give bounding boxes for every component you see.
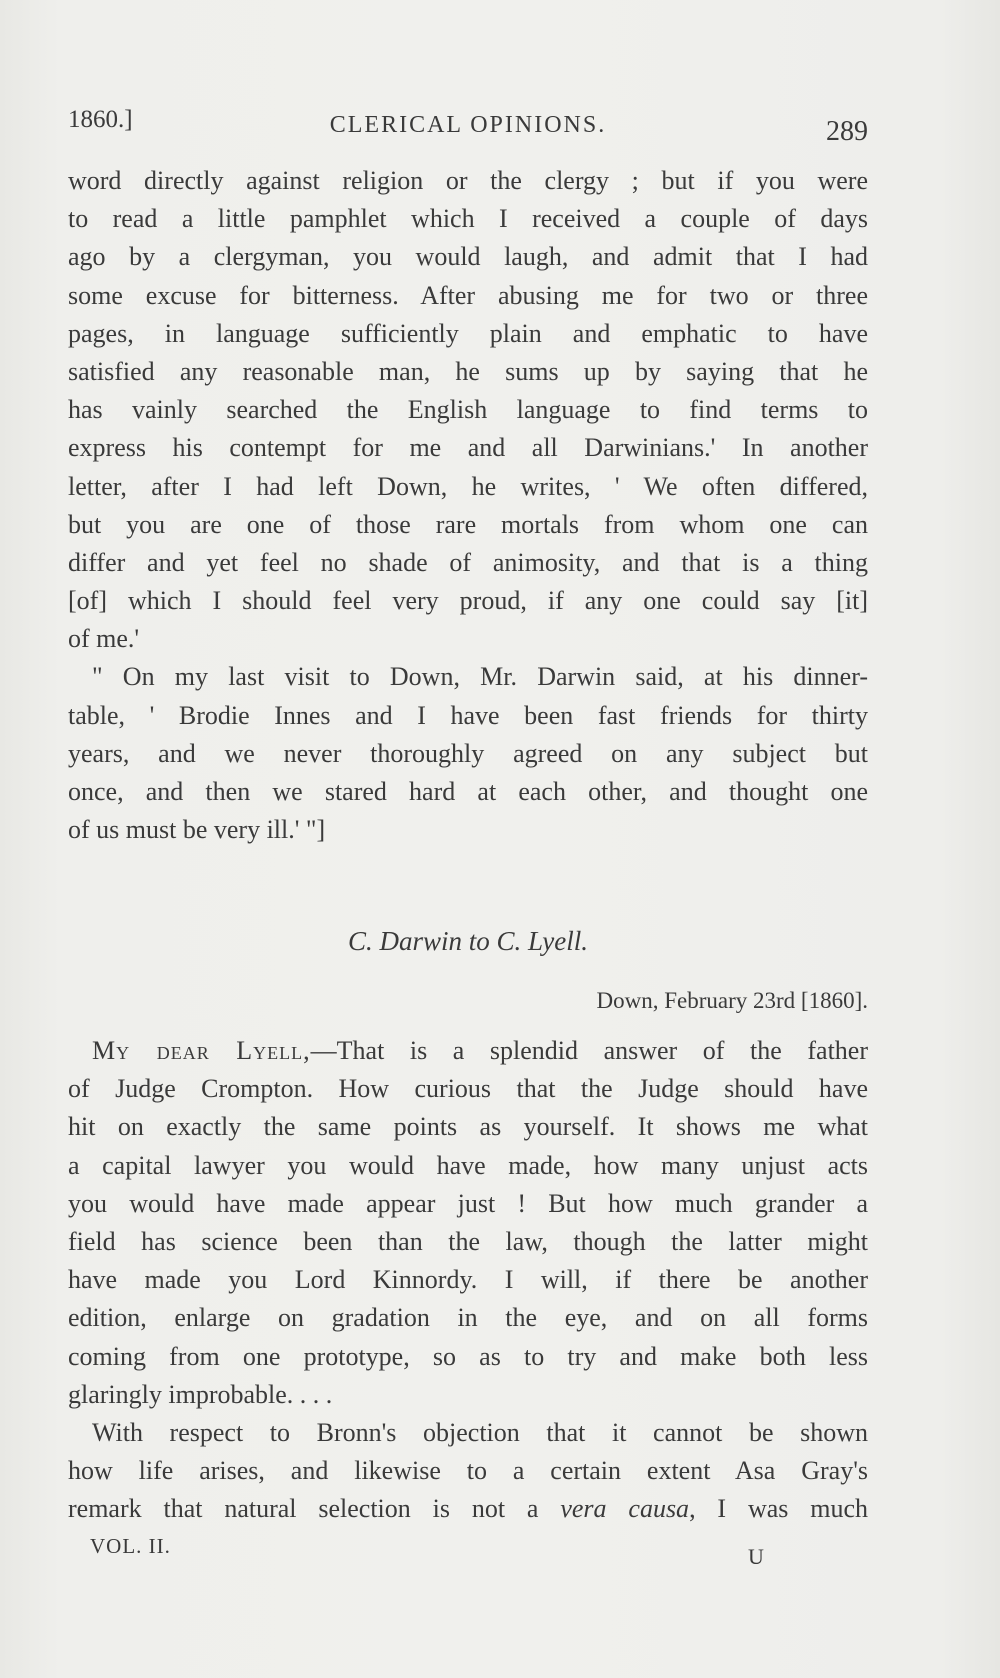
letter-heading: C. Darwin to C. Lyell. xyxy=(348,926,588,956)
volume-label: VOL. II. xyxy=(90,1534,171,1558)
text-line: edition, enlarge on gradation in the eye, and on all forms xyxy=(68,1303,868,1333)
body-text xyxy=(68,162,868,849)
text-line: pages, in language sufficiently plain and emphatic to have xyxy=(68,318,868,348)
signature-mark: U xyxy=(748,1544,764,1569)
letter-dateline: Down, February 23rd [1860]. xyxy=(596,988,868,1013)
text-line xyxy=(68,1490,868,1528)
text-line: but you are one of those rare mortals from whom one can xyxy=(68,509,868,539)
text-line: field has science been than the law, though the latter might xyxy=(68,1226,868,1256)
header-year: 1860.] xyxy=(68,106,133,133)
text-fragment: , I was much xyxy=(689,1494,869,1524)
italic-term: vera causa xyxy=(560,1494,690,1524)
text-line: to read a little pamphlet which I received a couple of days xyxy=(68,204,868,234)
text-line: satisfied any reasonable man, he sums up by saying that he xyxy=(68,356,868,386)
page-number: 289 xyxy=(826,116,868,147)
page-footer xyxy=(68,1534,868,1574)
text-line: [of] which I should feel very proud, if any one could say [it] xyxy=(68,586,868,616)
running-head xyxy=(68,100,868,150)
text-line: word directly against religion or the clergy ; but if you were xyxy=(68,166,868,195)
text-line: letter, after I had left Down, he writes, ' We often differed, xyxy=(68,471,868,501)
text-line: table, ' Brodie Innes and I have been fast friends for thirty xyxy=(68,700,868,730)
text-line xyxy=(68,1032,868,1070)
text-line: ago by a clergyman, you would laugh, and admit that I had xyxy=(68,242,868,272)
text-fragment: remark that natural selection is not a xyxy=(68,1494,561,1524)
text-line: express his contempt for me and all Darwinians.' In another xyxy=(68,433,868,463)
text-line: how life arises, and likewise to a certain extent Asa Gray's xyxy=(68,1456,868,1486)
text-line: " On my last visit to Down, Mr. Darwin said, at his dinner- xyxy=(92,662,868,692)
text-line: differ and yet feel no shade of animosity, and that is a thing xyxy=(68,547,868,577)
text-line: a capital lawyer you would have made, how many unjust acts xyxy=(68,1150,868,1180)
text-line: With respect to Bronn's objection that it cannot be shown xyxy=(92,1417,868,1447)
salutation: My dear Lyell, xyxy=(92,1036,311,1065)
text-line: has vainly searched the English language to find terms to xyxy=(68,395,868,425)
salutation-continuation: —That is a splendid answer of the father xyxy=(310,1036,868,1065)
text-line: you would have made appear just ! But how much grander a xyxy=(68,1188,868,1218)
text-line: coming from one prototype, so as to try and make both less xyxy=(68,1341,868,1371)
text-line: of us must be very ill.' "] xyxy=(68,815,326,845)
text-line: once, and then we stared hard at each other, and thought one xyxy=(68,777,868,806)
header-title: CLERICAL OPINIONS. xyxy=(329,112,607,138)
text-line: glaringly improbable. . . . xyxy=(68,1379,333,1409)
letter-body xyxy=(68,1032,868,1528)
text-line: some excuse for bitterness. After abusing me for two or three xyxy=(68,280,868,310)
text-line: have made you Lord Kinnordy. I will, if there be another xyxy=(68,1265,868,1295)
text-line: years, and we never thoroughly agreed on any subject but xyxy=(68,738,868,768)
text-line: hit on exactly the same points as yourself. It shows me what xyxy=(68,1112,868,1142)
text-line: of me.' xyxy=(68,624,140,654)
text-line: of Judge Crompton. How curious that the Judge should have xyxy=(68,1074,868,1104)
